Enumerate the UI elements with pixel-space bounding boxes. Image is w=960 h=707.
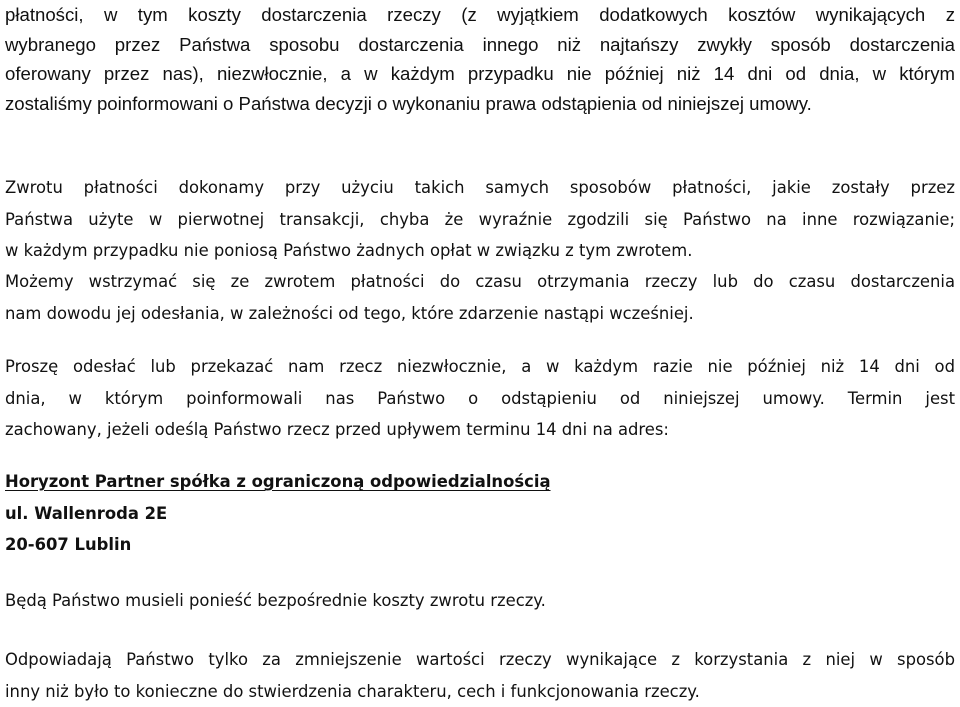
text-line: w każdym przypadku nie poniosą Państwo żadnych opłat w związku z tym zwrotem. [5, 235, 955, 267]
text-line: Państwa użyte w pierwotnej transakcji, chyba że wyraźnie zgodzili się Państwo na inne rozwiązanie; [5, 204, 955, 236]
text-line: dnia, w którym poinformowali nas Państwo o odstąpieniu od niniejszej umowy. Termin jest [5, 383, 955, 415]
text-line: Będą Państwo musieli ponieść bezpośrednie koszty zwrotu rzeczy. [5, 585, 955, 617]
text-line: zachowany, jeżeli odeślą Państwo rzecz przed upływem terminu 14 dni na adres: [5, 414, 955, 446]
address-street: ul. Wallenroda 2E [5, 498, 955, 530]
paragraph-refund-withhold [5, 266, 955, 329]
text-line: inny niż było to konieczne do stwierdzenia charakteru, cech i funkcjonowania rzeczy. [5, 676, 955, 707]
text-line: płatności, w tym koszty dostarczenia rzeczy (z wyjątkiem dodatkowych kosztów wynikających z [5, 0, 955, 30]
text-line: wybranego przez Państwa sposobu dostarczenia innego niż najtańszy zwykły sposób dostarczenia [5, 30, 955, 60]
paragraph-refund-timing [5, 0, 955, 118]
text-line: Proszę odesłać lub przekazać nam rzecz niezwłocznie, a w każdym razie nie później niż 14 dni od [5, 351, 955, 383]
address-city: 20-607 Lublin [5, 529, 955, 561]
text-line: zostaliśmy poinformowani o Państwa decyzji o wykonaniu prawa odstąpienia od niniejszej umowy. [5, 89, 955, 119]
text-line: Możemy wstrzymać się ze zwrotem płatności do czasu otrzymania rzeczy lub do czasu dostarczenia [5, 266, 955, 298]
text-line: Zwrotu płatności dokonamy przy użyciu takich samych sposobów płatności, jakie zostały przez [5, 172, 955, 204]
return-address [5, 466, 955, 561]
text-line: nam dowodu jej odesłania, w zależności od tego, które zdarzenie nastąpi wcześniej. [5, 298, 955, 330]
address-company: Horyzont Partner spółka z ograniczoną odpowiedzialnością [5, 466, 955, 498]
text-line: Odpowiadają Państwo tylko za zmniejszenie wartości rzeczy wynikające z korzystania z niej w sposób [5, 644, 955, 676]
paragraph-liability [5, 644, 955, 707]
paragraph-refund-method [5, 172, 955, 267]
paragraph-return-costs [5, 585, 955, 617]
text-line: oferowany przez nas), niezwłocznie, a w każdym przypadku nie później niż 14 dni od dnia, w którym [5, 59, 955, 89]
paragraph-return-instructions [5, 351, 955, 446]
